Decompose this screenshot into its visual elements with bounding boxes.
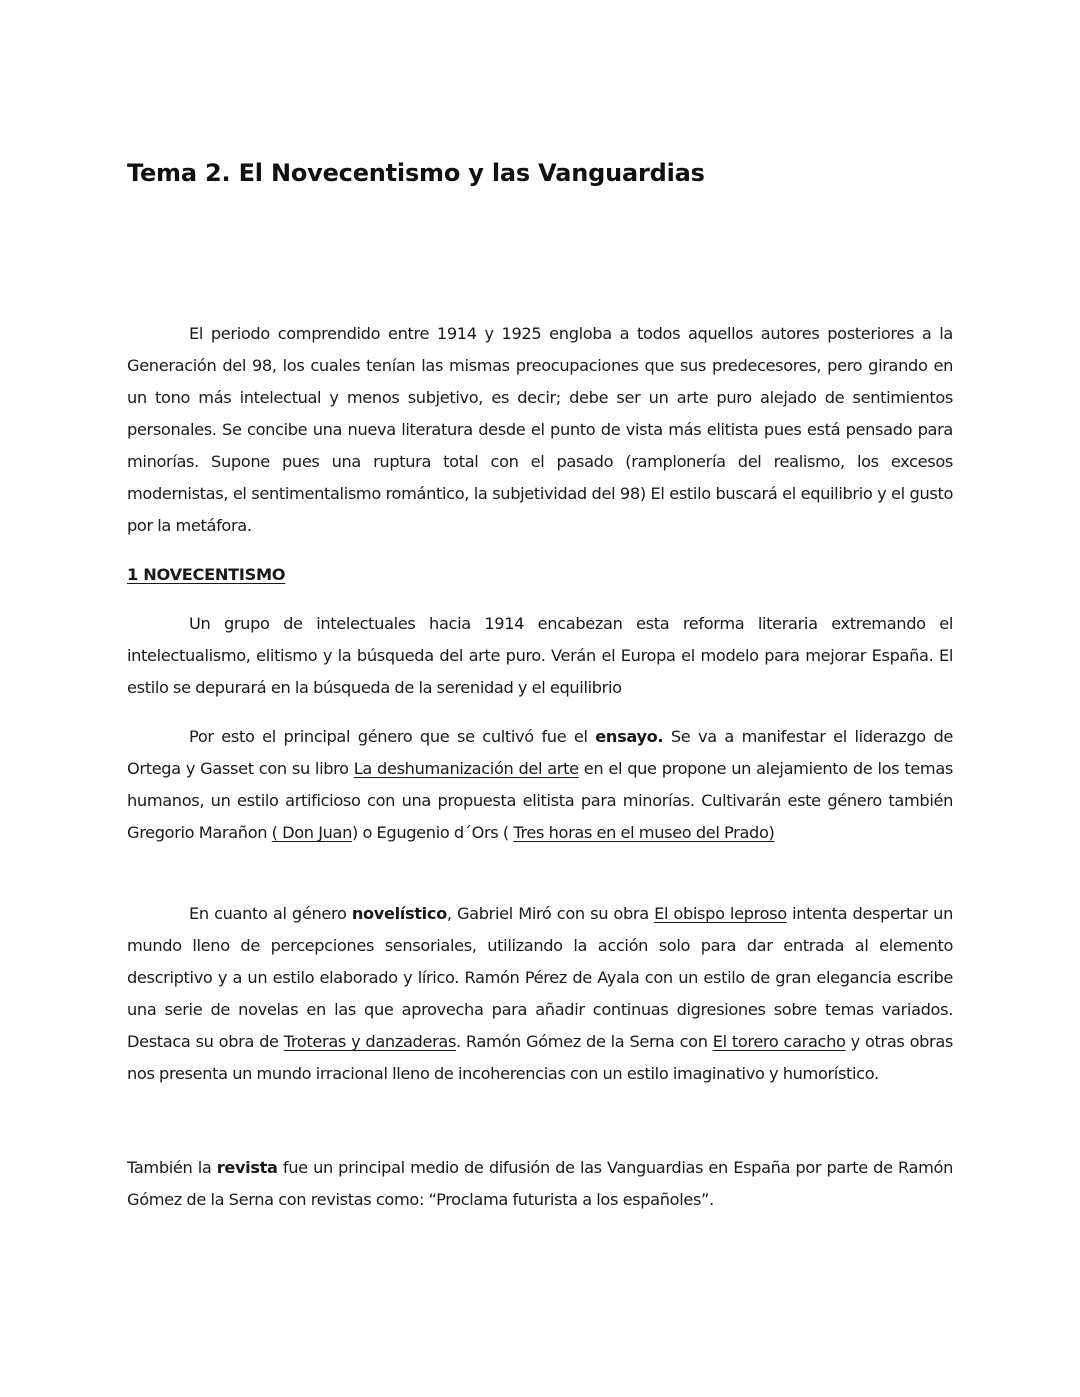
book-title-obispo-leproso: El obispo leproso [654, 904, 787, 923]
text-run: Por esto el principal género que se cultivó fue el [189, 727, 596, 746]
book-title-tres-horas: Tres horas en el museo del Prado) [513, 823, 775, 842]
book-title-don-juan: ( Don Juan [271, 823, 353, 842]
emphasis-revista: revista [216, 1158, 278, 1177]
text-run: , Gabriel Miró con su obra [446, 904, 655, 923]
text-run: Se va a manifestar el liderazgo de Ortega y Gasset con su libro [127, 727, 953, 778]
text-run: y otras obras nos presenta un mundo irracional lleno de incoherencias con un estilo imaginativo y humorístico. [127, 1032, 954, 1083]
text-run: En cuanto al género [189, 904, 352, 923]
text-run: ) o Egugenio d´Ors ( [352, 823, 514, 842]
page-title: Tema 2. El Novecentismo y las Vanguardias [127, 159, 705, 187]
text-run: También la [127, 1158, 217, 1177]
text-run: . Ramón Gómez de la Serna con [456, 1032, 713, 1051]
text-run: fue un principal medio de difusión de las Vanguardias en España por parte de Ramón Gómez de la Serna con revistas como: “Proclama futurista a los españoles”. [127, 1158, 953, 1209]
essay-paragraph [127, 721, 953, 849]
emphasis-ensayo: ensayo. [595, 727, 664, 746]
text-run: en el que propone un alejamiento de los temas humanos, un estilo artificioso con una propuesta elitista para minorías. Cultivarán este género también Gregorio Marañon [127, 759, 953, 842]
book-title-torero-caracho: El torero caracho [712, 1032, 846, 1051]
book-title-deshumanizacion: La deshumanización del arte [353, 759, 579, 778]
section-heading: 1 NOVECENTISMO [127, 565, 286, 584]
intro-paragraph: El periodo comprendido entre 1914 y 1925 engloba a todos aquellos autores posteriores a la Generación del 98, los cuales tenían las mismas preocupaciones que sus predecesores, pero girando en un tono más intelectual y menos subjetivo, es decir; debe ser un arte puro alejado de sentimientos personales. Se concibe una nueva literatura desde el punto de vista más elitista pues está pensado para minorías. Supone pues una ruptura total con el pasado (ramplonería del realismo, los excesos modernistas, el sentimentalismo romántico, la subjetividad del 98) El estilo buscará el equilibrio y el gusto por la metáfora. [127, 324, 953, 535]
text-run: intenta despertar un mundo lleno de percepciones sensoriales, utilizando la acción solo para dar entrada al elemento descriptivo y a un estilo elaborado y lírico. Ramón Pérez de Ayala con un estilo de gran elegancia escribe una serie de novelas en las que aprovecha para añadir continuas digresiones sobre temas variados. Destaca su obra de [127, 904, 953, 1051]
book-title-troteras: Troteras y danzaderas [283, 1032, 457, 1051]
magazine-paragraph [127, 1152, 953, 1216]
novecentismo-paragraph: Un grupo de intelectuales hacia 1914 encabezan esta reforma literaria extremando el intelectualismo, elitismo y la búsqueda del arte puro. Verán el Europa el modelo para mejorar España. El estilo se depurará en la búsqueda de la serenidad y el equilibrio [127, 614, 953, 697]
emphasis-novelistico: novelístico [351, 904, 447, 923]
novel-paragraph [127, 898, 953, 1090]
